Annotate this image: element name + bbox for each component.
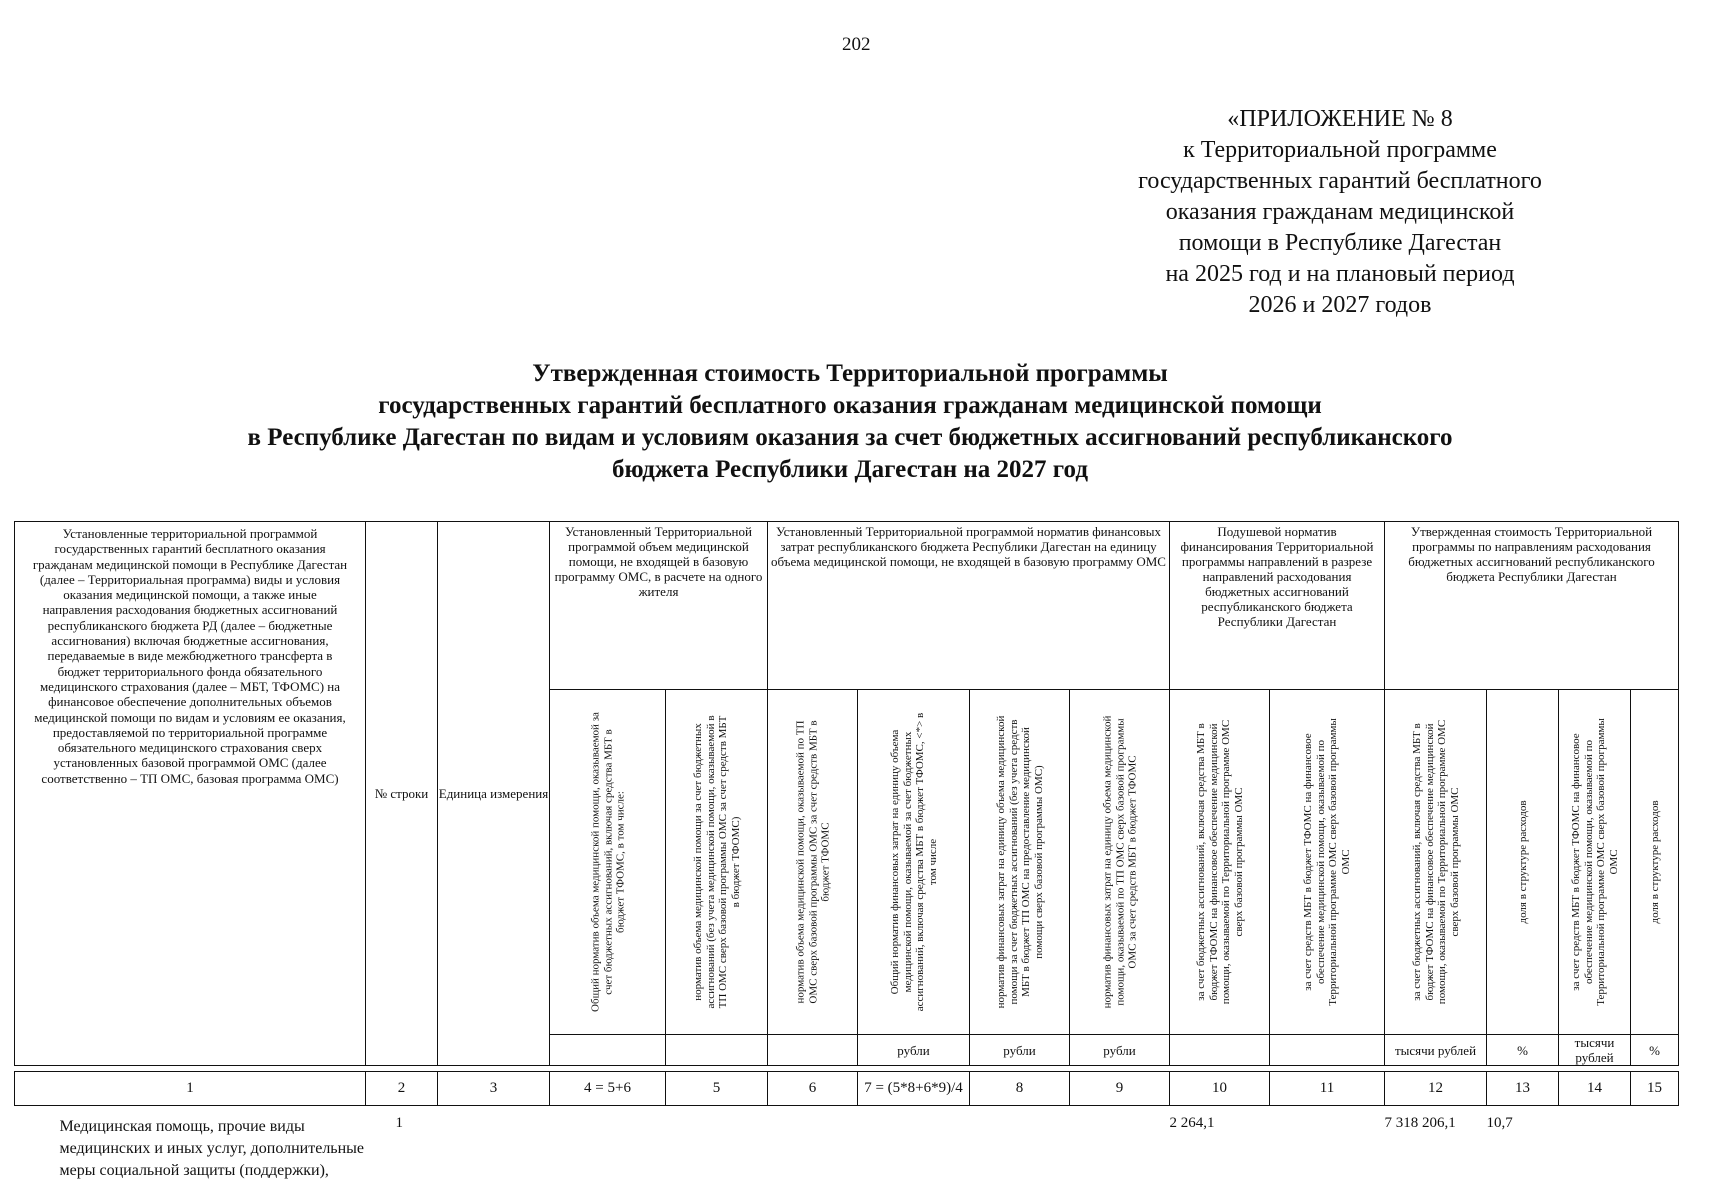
header-per-capita-group: Подушевой норматив финансирования Территориальной программы направлений в разрезе направлений расходования бюджетных ассигнований республиканского бюджета Республики Дагестан	[1170, 522, 1385, 690]
row-number: 1	[395, 1115, 403, 1131]
row-cell	[1631, 1106, 1679, 1183]
column-number: 5	[666, 1072, 768, 1106]
column-number: 13	[1487, 1072, 1559, 1106]
title-line: Утвержденная стоимость Территориальной программы	[532, 360, 1168, 387]
row-cell	[550, 1106, 666, 1183]
unit-cell	[666, 1035, 768, 1066]
column-number: 12	[1385, 1072, 1487, 1106]
subheader-text: норматив объема медицинской помощи, оказываемой по ТП ОМС сверх базовой программы ОМС за счет средств МБТ в бюджет ТФОМС	[793, 720, 831, 1004]
per-capita-value: 2 264,1	[1169, 1115, 1215, 1131]
column-number: 14	[1559, 1072, 1631, 1106]
column-number: 3	[438, 1072, 550, 1106]
column-number: 10	[1170, 1072, 1270, 1106]
column-number: 11	[1270, 1072, 1385, 1106]
subheader-text: Общий норматив объема медицинской помощи, оказываемой за счет бюджетных ассигнований, включая средства МБТ в бюджет ТФОМС, в том числе:	[588, 712, 626, 1012]
column-number: 7 = (5*8+6*9)/4	[858, 1072, 970, 1106]
cost-table	[14, 521, 1679, 1182]
row-cell	[1559, 1106, 1631, 1183]
subheader-cell	[1487, 690, 1559, 1035]
column-number: 2	[366, 1072, 438, 1106]
subheader-text: за счет бюджетных ассигнований, включая средства МБТ в бюджет ТФОМС на финансовое обеспечение медицинской помощи, оказываемой по Территориальной программе ОМС сверх базовой программы ОМС	[1194, 719, 1244, 1005]
subheader-text: доля в структуре расходов	[1648, 800, 1661, 924]
unit-cell	[550, 1035, 666, 1066]
unit-cell: %	[1487, 1035, 1559, 1066]
unit-cell: %	[1631, 1035, 1679, 1066]
unit-cell: рубли	[1070, 1035, 1170, 1066]
column-number: 9	[1070, 1072, 1170, 1106]
subheader-text: за счет бюджетных ассигнований, включая средства МБТ в бюджет ТФОМС на финансовое обеспечение медицинской помощи, оказываемой по Территориальной программе ОМС сверх базовой программы ОМС	[1410, 719, 1460, 1005]
appendix-line: государственных гарантий бесплатного	[1138, 168, 1542, 194]
row-cell	[768, 1106, 858, 1183]
subheader-cell	[1070, 690, 1170, 1035]
subheader-text: норматив финансовых затрат на единицу объема медицинской помощи за счет бюджетных ассигнований (без учета средств МБТ в бюджет ТП ОМС на предоставление медицинской помощи сверх базовой программы ОМС)	[994, 715, 1044, 1009]
header-services: Установленные территориальной программой государственных гарантий бесплатного оказания гражданам медицинской помощи в Республике Дагестан (далее – Территориальная программа) виды и условия оказания медицинской помощи, а также иные направления расходования бюджетных ассигнований республиканского бюджета РД (далее – бюджетные ассигнования) включая бюджетные ассигнования, передаваемые в виде межбюджетного трансферта в бюджет территориального фонда обязательного медицинского страхования (далее – МБТ, ТФОМС) на финансовое обеспечение дополнительных объемов медицинской помощи по видам и условиям ее оказания, предоставляемой по территориальной программе обязательного медицинского страхования сверх установленных базовой программой ОМС (далее соответственно – ТП ОМС, базовая программа ОМС)	[15, 522, 366, 1066]
unit-cell: рубли	[858, 1035, 970, 1066]
subheader-text: норматив объема медицинской помощи за счет бюджетных ассигнований (без учета медицинской помощи, оказываемой в ТП ОМС сверх базовой программы ОМС за счет средств МБТ в бюджет ТФОМС)	[691, 715, 741, 1009]
subheader-cell	[1170, 690, 1270, 1035]
unit-cell: тысячи рублей	[1559, 1035, 1631, 1066]
unit-cell	[1170, 1035, 1270, 1066]
appendix-line: оказания гражданам медицинской	[1165, 199, 1515, 225]
unit-cell: тысячи рублей	[1385, 1035, 1487, 1066]
subheader-cell	[1385, 690, 1487, 1035]
appendix-line: к Территориальной программе	[1183, 137, 1497, 163]
document-title	[100, 358, 1600, 486]
row-label: Медицинская помощь, прочие виды медицинских и иных услуг, дополнительные меры социальной защиты (поддержки),	[59, 1118, 365, 1179]
row-cell	[858, 1106, 970, 1183]
approved-cost-value: 7 318 206,1	[1384, 1115, 1456, 1131]
row-cell	[970, 1106, 1070, 1183]
header-volume-group: Установленный Территориальной программой объем медицинской помощи, не входящей в базовую программу ОМС, в расчете на одного жителя	[550, 522, 768, 690]
subheader-text: Общий норматив финансовых затрат на единицу объема медицинской помощи, оказываемой за счет бюджетных ассигнований, включая средства МБТ в бюджет ТФОМС, <*> в том числе	[888, 712, 938, 1012]
column-number: 6	[768, 1072, 858, 1106]
subheader-cell	[858, 690, 970, 1035]
subheader-cell	[666, 690, 768, 1035]
row-cell	[1270, 1106, 1385, 1183]
subheader-text: за счет средств МБТ в бюджет ТФОМС на финансовое обеспечение медицинской помощи, оказываемой по Территориальной программе ОМС сверх базовой программы ОМС	[1302, 718, 1352, 1006]
subheader-cell	[1631, 690, 1679, 1035]
appendix-heading	[1090, 104, 1590, 321]
subheader-cell	[970, 690, 1070, 1035]
appendix-line: помощи в Республике Дагестан	[1178, 230, 1502, 256]
subheader-cell	[1559, 690, 1631, 1035]
subheader-cell	[550, 690, 666, 1035]
column-number: 1	[15, 1072, 366, 1106]
page-number: 202	[842, 34, 871, 55]
subheader-cell	[1270, 690, 1385, 1035]
title-line: бюджета Республики Дагестан на 2027 год	[612, 456, 1088, 483]
header-cost-norm-group: Установленный Территориальной программой норматив финансовых затрат республиканского бюджета Республики Дагестан на единицу объема медицинской помощи, не входящей в базовую программу ОМС	[768, 522, 1170, 690]
row-cell	[666, 1106, 768, 1183]
subheader-cell	[768, 690, 858, 1035]
unit-cell	[1270, 1035, 1385, 1066]
header-row-number: № строки	[366, 522, 438, 1066]
subheader-text: доля в структуре расходов	[1516, 800, 1529, 924]
column-number: 4 = 5+6	[550, 1072, 666, 1106]
column-number: 8	[970, 1072, 1070, 1106]
subheader-text: за счет средств МБТ в бюджет ТФОМС на финансовое обеспечение медицинской помощи, оказываемой по Территориальной программе ОМС сверх базовой программы ОМС	[1569, 718, 1619, 1006]
appendix-line: на 2025 год и на плановый период	[1165, 261, 1515, 287]
title-line: в Республике Дагестан по видам и условиям оказания за счет бюджетных ассигнований республиканского	[247, 424, 1453, 451]
table-row	[15, 1106, 1679, 1183]
row-cell	[1070, 1106, 1170, 1183]
header-unit: Единица измерения	[438, 522, 550, 1066]
header-approved-cost-group: Утвержденная стоимость Территориальной программы по направлениям расходования бюджетных ассигнований республиканского бюджета Республики Дагестан	[1385, 522, 1679, 690]
row-cell	[438, 1106, 550, 1183]
appendix-line: 2026 и 2027 годов	[1248, 292, 1432, 318]
subheader-text: норматив финансовых затрат на единицу объема медицинской помощи, оказываемой по ТП ОМС сверх базовой программы ОМС за счет средств МБТ в бюджет ТФОМС	[1100, 715, 1138, 1009]
share-value: 10,7	[1486, 1115, 1513, 1131]
unit-cell: рубли	[970, 1035, 1070, 1066]
title-line: государственных гарантий бесплатного оказания гражданам медицинской помощи	[378, 392, 1322, 419]
column-number: 15	[1631, 1072, 1679, 1106]
appendix-line: «ПРИЛОЖЕНИЕ № 8	[1227, 106, 1453, 132]
unit-cell	[768, 1035, 858, 1066]
